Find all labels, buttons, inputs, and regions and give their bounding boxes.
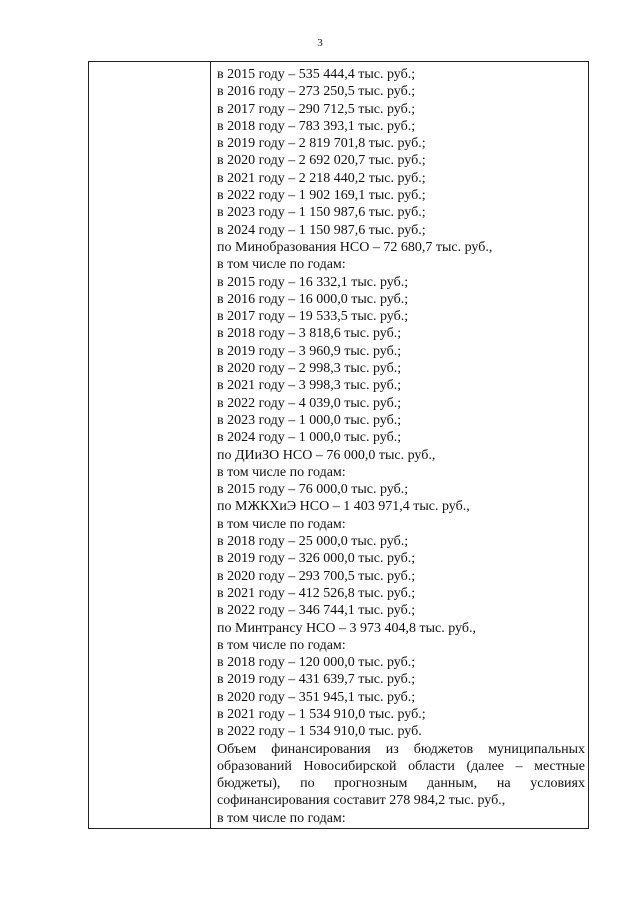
funding-line: в 2018 году – 783 393,1 тыс. руб.; <box>217 118 416 134</box>
funding-line: в 2018 году – 3 818,6 тыс. руб.; <box>217 326 402 342</box>
funding-line: в 2019 году – 326 000,0 тыс. руб.; <box>217 551 416 567</box>
funding-line: в 2021 году – 412 526,8 тыс. руб.; <box>217 585 416 601</box>
funding-line: в 2015 году – 76 000,0 тыс. руб.; <box>217 482 409 498</box>
funding-line: в 2024 году – 1 150 987,6 тыс. руб.; <box>217 222 426 238</box>
funding-line: в 2022 году – 1 534 910,0 тыс. руб. <box>217 724 422 740</box>
funding-line: в 2023 году – 1 000,0 тыс. руб.; <box>217 412 402 428</box>
funding-line: по МЖКХиЭ НСО – 1 403 971,4 тыс. руб., <box>217 499 470 515</box>
funding-line: в 2024 году – 1 000,0 тыс. руб.; <box>217 430 402 446</box>
financing-text <box>217 66 585 827</box>
funding-line: в 2017 году – 290 712,5 тыс. руб.; <box>217 101 416 117</box>
funding-line: в 2021 году – 1 534 910,0 тыс. руб.; <box>217 706 426 722</box>
funding-line: по Минобразования НСО – 72 680,7 тыс. руб., <box>217 239 493 255</box>
funding-line: в 2021 году – 2 218 440,2 тыс. руб.; <box>217 170 426 186</box>
funding-lines <box>217 66 585 741</box>
funding-line: в 2022 году – 1 902 169,1 тыс. руб.; <box>217 188 426 204</box>
funding-line: в 2020 году – 2 998,3 тыс. руб.; <box>217 361 402 377</box>
funding-line: в том числе по годам: <box>217 516 346 532</box>
funding-line: в 2020 году – 293 700,5 тыс. руб.; <box>217 568 416 584</box>
page-number: 3 <box>317 37 323 49</box>
funding-line: в том числе по годам: <box>217 637 346 653</box>
paragraph-line: софинансирования составит 278 984,2 тыс. руб., <box>217 793 506 809</box>
funding-line: в 2017 году – 19 533,5 тыс. руб.; <box>217 309 409 325</box>
funding-line: по Минтрансу НСО – 3 973 404,8 тыс. руб., <box>217 620 476 636</box>
funding-line: в том числе по годам: <box>217 464 346 480</box>
funding-line: в 2019 году – 3 960,9 тыс. руб.; <box>217 343 402 359</box>
funding-line: в 2018 году – 25 000,0 тыс. руб.; <box>217 534 409 550</box>
financing-table <box>88 61 589 829</box>
funding-line: в 2022 году – 4 039,0 тыс. руб.; <box>217 395 402 411</box>
funding-line: в 2019 году – 431 639,7 тыс. руб.; <box>217 672 416 688</box>
funding-line: по ДИиЗО НСО – 76 000,0 тыс. руб., <box>217 447 436 463</box>
funding-line: в 2023 году – 1 150 987,6 тыс. руб.; <box>217 205 426 221</box>
final-line: в том числе по годам: <box>217 810 346 826</box>
funding-line: в 2021 году – 3 998,3 тыс. руб.; <box>217 378 402 394</box>
funding-line: в 2022 году – 346 744,1 тыс. руб.; <box>217 603 416 619</box>
paragraph-line: образований Новосибирской области (далее – местные <box>217 758 585 774</box>
funding-line: в том числе по годам: <box>217 257 346 273</box>
paragraph-line: бюджеты), по прогнозным данным, на условиях <box>217 776 585 792</box>
funding-line: в 2016 году – 273 250,5 тыс. руб.; <box>217 84 416 100</box>
funding-line: в 2015 году – 16 332,1 тыс. руб.; <box>217 274 409 290</box>
funding-line: в 2018 году – 120 000,0 тыс. руб.; <box>217 655 416 671</box>
funding-line: в 2019 году – 2 819 701,8 тыс. руб.; <box>217 136 426 152</box>
funding-line: в 2020 году – 351 945,1 тыс. руб.; <box>217 689 416 705</box>
funding-line: в 2015 году – 535 444,4 тыс. руб.; <box>217 67 416 82</box>
funding-line: в 2016 году – 16 000,0 тыс. руб.; <box>217 291 409 307</box>
municipal-budget-paragraph <box>217 741 585 810</box>
funding-line: в 2020 году – 2 692 020,7 тыс. руб.; <box>217 153 426 169</box>
paragraph-line: Объем финансирования из бюджетов муниципальных <box>217 741 585 757</box>
column-divider <box>210 62 211 828</box>
